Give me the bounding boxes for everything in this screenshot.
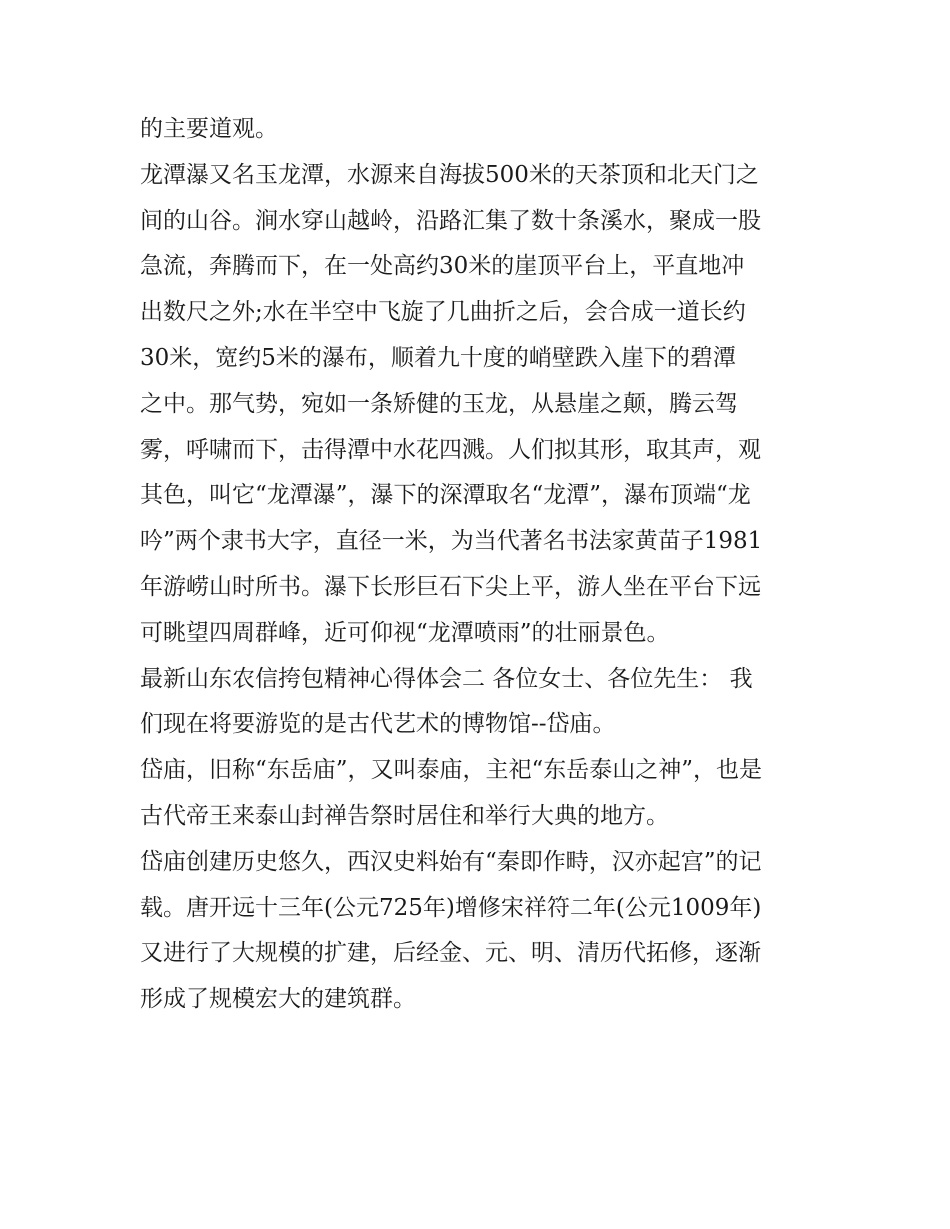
text-line: 龙潭瀑又名玉龙潭，水源来自海拔500米的天茶顶和北天门之 [140, 161, 759, 188]
text-line: 又进行了大规模的扩建，后经金、元、明、清历代拓修，逐渐 [140, 940, 761, 967]
text-line: 载。唐开远十三年(公元725年)增修宋祥符二年(公元1009年) [140, 894, 762, 921]
text-line: 们现在将要游览的是古代艺术的博物馆--岱庙。 [140, 711, 616, 738]
paragraph-intro-dai-temple [140, 657, 816, 749]
text-line: 间的山谷。涧水穿山越岭，沿路汇集了数十条溪水，聚成一股 [140, 207, 761, 234]
text-line: 雾，呼啸而下，击得潭中水花四溅。人们拟其形，取其声，观 [140, 436, 761, 463]
text-line: 形成了规模宏大的建筑群。 [140, 986, 416, 1013]
text-line: 出数尺之外;水在半空中飞旋了几曲折之后，会合成一道长约 [140, 299, 746, 326]
text-line: 之中。那气势，宛如一条矫健的玉龙，从悬崖之颠，腾云驾 [140, 390, 738, 417]
text-line: 古代帝王来泰山封禅告祭时居住和举行大典的地方。 [140, 802, 669, 829]
text-line: 可眺望四周群峰，近可仰视“龙潭喷雨”的壮丽景色。 [140, 619, 670, 646]
paragraph-longtan-waterfall [140, 153, 816, 657]
paragraph-dao-temple-end [140, 107, 816, 153]
text-line: 其色，叫它“龙潭瀑”，瀑下的深潭取名“龙潭”，瀑布顶端“龙 [140, 482, 751, 509]
text-line: 年游崂山时所书。瀑下长形巨石下尖上平，游人坐在平台下远 [140, 573, 761, 600]
text-line: 最新山东农信挎包精神心得体会二 各位女士、各位先生： 我 [140, 665, 753, 692]
text-line: 30米，宽约5米的瀑布，顺着九十度的峭壁跌入崖下的碧潭 [140, 344, 736, 371]
text-line: 岱庙，旧称“东岳庙”，又叫泰庙，主祀“东岳泰山之神”，也是 [140, 757, 763, 784]
text-line: 急流，奔腾而下，在一处高约30米的崖顶平台上，平直地冲 [140, 253, 745, 280]
text-line: 吟”两个隶书大字，直径一米，为当代著名书法家黄苗子1981 [140, 528, 763, 555]
paragraph-dai-temple-name [140, 748, 816, 840]
text-line: 岱庙创建历史悠久，西汉史料始有“秦即作畤，汉亦起宫”的记 [140, 848, 762, 875]
paragraph-dai-temple-history [140, 840, 816, 1023]
document-body [140, 107, 816, 1023]
text-line: 的主要道观。 [140, 116, 278, 142]
